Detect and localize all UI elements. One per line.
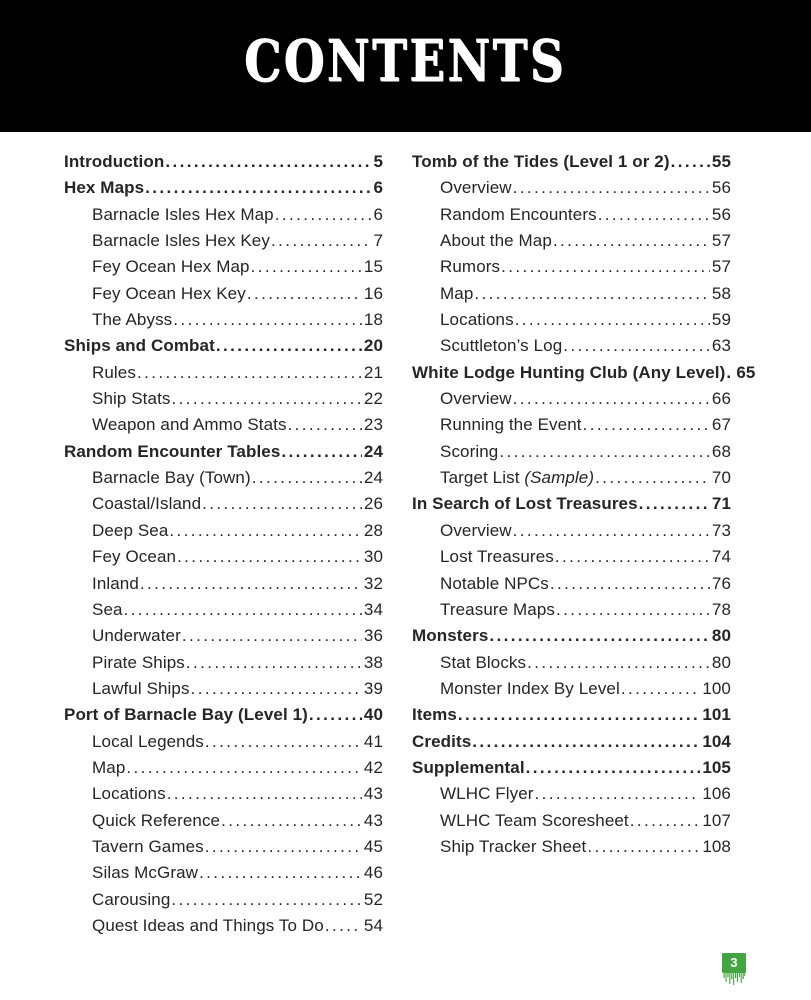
toc-entry (412, 202, 731, 228)
page-number: 3 (730, 955, 738, 970)
toc-entry-page: 59 (711, 310, 731, 330)
toc-entry-page: 43 (363, 784, 383, 804)
toc-entry-label: Random Encounters (440, 204, 597, 224)
toc-entry (64, 491, 383, 517)
toc-leader-dots (199, 860, 362, 886)
toc-entry-page: 80 (711, 626, 731, 646)
toc-entry-page: 80 (711, 652, 731, 672)
toc-entry-label: Ships and Combat (64, 336, 215, 356)
toc-entry (64, 281, 383, 307)
toc-entry (64, 149, 383, 175)
toc-leader-dots (145, 175, 371, 201)
toc-entry-label: Silas McGraw (92, 863, 199, 883)
toc-entry-label: Treasure Maps (440, 599, 555, 619)
toc-leader-dots (535, 781, 701, 807)
toc-entry-label: Stat Blocks (440, 652, 527, 672)
toc-leader-dots (526, 755, 701, 781)
toc-entry-page: 76 (711, 573, 731, 593)
toc-leader-dots (126, 755, 362, 781)
toc-entry-page: 40 (363, 705, 383, 725)
toc-leader-dots (137, 360, 362, 386)
toc-leader-dots (171, 887, 362, 913)
toc-entry-page: 54 (363, 915, 383, 935)
toc-entry (64, 412, 383, 438)
toc-leader-dots (271, 228, 371, 254)
toc-leader-dots (172, 386, 362, 412)
toc-entry (412, 571, 731, 597)
toc-leader-dots (191, 676, 362, 702)
toc-entry-page: 24 (363, 441, 383, 461)
toc-entry-page: 52 (363, 889, 383, 909)
toc-entry-page: 66 (711, 389, 731, 409)
toc-entry-page: 18 (363, 310, 383, 330)
toc-column-right (412, 149, 756, 939)
toc-entry-label: Random Encounter Tables (64, 441, 281, 461)
toc-entry-label: White Lodge Hunting Club (Any Level) (412, 362, 726, 382)
toc-entry (412, 702, 731, 728)
toc-entry (412, 254, 731, 280)
toc-leader-dots (124, 597, 362, 623)
toc-entry-page: 30 (363, 547, 383, 567)
table-of-contents (0, 132, 811, 939)
toc-entry (64, 307, 383, 333)
toc-entry (64, 729, 383, 755)
toc-leader-dots (499, 439, 710, 465)
toc-leader-dots (489, 623, 710, 649)
toc-entry-page: 32 (363, 573, 383, 593)
toc-leader-dots (513, 386, 710, 412)
toc-entry-label: Fey Ocean Hex Key (92, 283, 246, 303)
toc-leader-dots (501, 254, 710, 280)
toc-leader-dots (252, 465, 362, 491)
toc-leader-dots (169, 518, 361, 544)
toc-entry (64, 386, 383, 412)
toc-entry (412, 360, 756, 386)
toc-leader-dots (598, 202, 710, 228)
toc-entry-label: Map (92, 757, 126, 777)
toc-entry-label: Fey Ocean (92, 547, 177, 567)
toc-leader-dots (472, 729, 700, 755)
toc-entry-label: Hex Maps (64, 178, 145, 198)
toc-leader-dots (583, 412, 710, 438)
toc-leader-dots (550, 571, 710, 597)
toc-entry (412, 729, 731, 755)
toc-entry (412, 228, 731, 254)
toc-entry-page: 23 (363, 415, 383, 435)
toc-leader-dots (202, 491, 362, 517)
toc-entry-label: Pirate Ships (92, 652, 185, 672)
toc-entry-label-italic: (Sample) (524, 468, 595, 488)
toc-entry-page: 73 (711, 520, 731, 540)
toc-entry-label: Rumors (440, 257, 501, 277)
toc-entry-label: Lawful Ships (92, 678, 190, 698)
toc-entry (64, 834, 383, 860)
toc-entry (64, 571, 383, 597)
toc-entry-label: Notable NPCs (440, 573, 549, 593)
toc-entry-label: Sea (92, 599, 123, 619)
toc-entry-page: 38 (363, 652, 383, 672)
toc-entry-label: Rules (92, 362, 136, 382)
toc-entry (412, 175, 731, 201)
toc-entry-label: Credits (412, 731, 472, 751)
page-number-badge (722, 953, 746, 987)
toc-entry-page: 15 (363, 257, 383, 277)
toc-entry-page: 107 (702, 810, 731, 830)
toc-entry-label: Tomb of the Tides (Level 1 or 2) (412, 152, 670, 171)
toc-entry-label: Local Legends (92, 731, 204, 751)
toc-entry-label: Deep Sea (92, 520, 169, 540)
toc-entry-page: 57 (711, 257, 731, 277)
toc-entry-label: Ship Tracker Sheet (440, 836, 587, 856)
toc-entry (64, 518, 383, 544)
toc-entry (64, 597, 383, 623)
toc-entry-page: 67 (711, 415, 731, 435)
toc-entry (412, 518, 731, 544)
toc-leader-dots (595, 465, 710, 491)
toc-entry (412, 439, 731, 465)
contents-banner (0, 0, 811, 132)
toc-entry-label: Supplemental (412, 757, 525, 777)
toc-entry-page: 7 (373, 231, 383, 251)
toc-entry-page: 34 (363, 599, 383, 619)
toc-entry-label: Overview (440, 520, 512, 540)
toc-entry-label: Scoring (440, 441, 499, 461)
toc-entry-page: 45 (363, 836, 383, 856)
toc-entry-label: Ship Stats (92, 389, 171, 409)
toc-entry-label: Locations (92, 784, 166, 804)
toc-entry-label: Overview (440, 178, 512, 198)
toc-leader-dots (513, 175, 710, 201)
toc-leader-dots (555, 544, 710, 570)
toc-entry-label: Port of Barnacle Bay (Level 1) (64, 705, 308, 725)
toc-entry-label: Inland (92, 573, 139, 593)
toc-entry (64, 544, 383, 570)
toc-entry-page: 104 (702, 731, 731, 751)
toc-leader-dots (275, 202, 372, 228)
toc-leader-dots (173, 307, 362, 333)
toc-entry-page: 43 (363, 810, 383, 830)
toc-entry-page: 46 (363, 863, 383, 883)
toc-entry-label: Quick Reference (92, 810, 221, 830)
toc-entry (64, 781, 383, 807)
toc-entry (412, 544, 731, 570)
toc-leader-dots (515, 307, 710, 333)
toc-entry-label: About the Map (440, 231, 552, 251)
toc-leader-dots (621, 676, 700, 702)
toc-entry-page: 106 (702, 784, 731, 804)
toc-entry (412, 333, 731, 359)
toc-entry (412, 650, 731, 676)
toc-leader-dots (309, 702, 362, 728)
toc-entry-label: Barnacle Bay (Town) (92, 468, 251, 488)
toc-entry-page: 24 (363, 468, 383, 488)
toc-entry (412, 412, 731, 438)
toc-entry-label: Coastal/Island (92, 494, 202, 514)
toc-entry-page: 105 (702, 757, 731, 777)
toc-leader-dots (247, 281, 362, 307)
toc-entry-label: Introduction (64, 152, 165, 171)
toc-entry-page: 63 (711, 336, 731, 356)
toc-entry-page: 16 (363, 283, 383, 303)
toc-entry-label: Underwater (92, 626, 181, 646)
toc-entry (412, 676, 731, 702)
toc-leader-dots (630, 808, 701, 834)
toc-leader-dots (458, 702, 700, 728)
toc-entry-page: 68 (711, 441, 731, 461)
toc-entry (64, 702, 383, 728)
toc-entry-page: 36 (363, 626, 383, 646)
toc-entry-page: 21 (363, 362, 383, 382)
toc-entry-page: 20 (363, 336, 383, 356)
toc-entry-label: Running the Event (440, 415, 582, 435)
toc-entry (64, 808, 383, 834)
toc-leader-dots (527, 650, 710, 676)
toc-leader-dots (186, 650, 362, 676)
toc-entry (64, 360, 383, 386)
toc-leader-dots (281, 439, 361, 465)
toc-entry (412, 491, 731, 517)
toc-entry-label: Carousing (92, 889, 171, 909)
toc-entry-label: Scuttleton’s Log (440, 336, 563, 356)
toc-entry-page: 65 (736, 362, 756, 382)
toc-entry (64, 333, 383, 359)
toc-entry-page: 56 (711, 204, 731, 224)
toc-entry-label: Items (412, 705, 457, 725)
toc-leader-dots (513, 518, 710, 544)
toc-entry-page: 57 (711, 231, 731, 251)
toc-entry-page: 28 (363, 520, 383, 540)
toc-entry (412, 149, 731, 175)
toc-entry (412, 281, 731, 307)
toc-entry (64, 676, 383, 702)
toc-entry-page: 41 (363, 731, 383, 751)
toc-entry (412, 597, 731, 623)
toc-entry-label: In Search of Lost Treasures (412, 494, 638, 514)
toc-entry-label: Map (440, 283, 474, 303)
toc-entry (64, 465, 383, 491)
toc-entry-label: Monster Index By Level (440, 678, 620, 698)
toc-entry-page: 22 (363, 389, 383, 409)
toc-entry (412, 755, 731, 781)
toc-entry-page: 26 (363, 494, 383, 514)
toc-entry (64, 650, 383, 676)
toc-leader-dots (553, 228, 710, 254)
toc-entry-page: 71 (711, 494, 731, 514)
toc-entry-page: 6 (373, 204, 383, 224)
toc-column-left (64, 149, 383, 939)
toc-entry-page: 108 (702, 836, 731, 856)
toc-leader-dots (288, 412, 362, 438)
toc-leader-dots (182, 623, 362, 649)
toc-leader-dots (140, 571, 362, 597)
toc-leader-dots (167, 781, 362, 807)
toc-leader-dots (251, 254, 362, 280)
toc-entry (64, 254, 383, 280)
toc-entry-page: 55 (711, 152, 731, 171)
toc-leader-dots (216, 333, 362, 359)
toc-leader-dots (671, 149, 710, 175)
toc-entry (412, 307, 731, 333)
toc-entry-label: Locations (440, 310, 514, 330)
toc-leader-dots (205, 729, 362, 755)
toc-entry (64, 175, 383, 201)
toc-leader-dots (556, 597, 710, 623)
toc-leader-dots (726, 360, 734, 386)
toc-entry (64, 860, 383, 886)
toc-entry-label: Weapon and Ammo Stats (92, 415, 287, 435)
toc-entry-page: 6 (373, 178, 383, 198)
toc-leader-dots (325, 913, 362, 939)
toc-entry (412, 781, 731, 807)
toc-entry (64, 755, 383, 781)
toc-entry-page: 39 (363, 678, 383, 698)
toc-entry-page: 56 (711, 178, 731, 198)
toc-leader-dots (639, 491, 710, 517)
toc-entry-label: WLHC Team Scoresheet (440, 810, 629, 830)
toc-entry (412, 623, 731, 649)
toc-entry-label: WLHC Flyer (440, 784, 534, 804)
toc-entry-page: 101 (702, 705, 731, 725)
toc-leader-dots (563, 333, 710, 359)
toc-entry-label: Lost Treasures (440, 547, 554, 567)
toc-entry-page: 100 (702, 678, 731, 698)
toc-entry (412, 808, 731, 834)
toc-leader-dots (205, 834, 362, 860)
toc-entry-page: 70 (711, 468, 731, 488)
toc-entry-page: 58 (711, 283, 731, 303)
toc-entry (412, 465, 731, 491)
toc-entry-label: Target List (Sample) (440, 468, 595, 488)
toc-entry (64, 202, 383, 228)
toc-entry-page: 78 (711, 599, 731, 619)
toc-entry-label: Overview (440, 389, 512, 409)
toc-leader-dots (221, 808, 362, 834)
toc-leader-dots (165, 149, 371, 175)
toc-entry-label: Quest Ideas and Things To Do (92, 915, 324, 935)
toc-leader-dots (474, 281, 710, 307)
toc-leader-dots (587, 834, 700, 860)
toc-entry (412, 386, 731, 412)
toc-entry-label: The Abyss (92, 310, 173, 330)
page-title: CONTENTS (244, 27, 567, 95)
toc-entry (412, 834, 731, 860)
toc-entry-page: 5 (373, 152, 383, 171)
toc-entry-label: Barnacle Isles Hex Map (92, 204, 274, 224)
toc-entry (64, 913, 383, 939)
toc-entry-label: Monsters (412, 626, 489, 646)
toc-entry-page: 42 (363, 757, 383, 777)
toc-entry-label: Fey Ocean Hex Map (92, 257, 250, 277)
toc-entry (64, 887, 383, 913)
toc-entry-label: Tavern Games (92, 836, 204, 856)
toc-entry (64, 439, 383, 465)
toc-entry (64, 623, 383, 649)
toc-entry-label: Barnacle Isles Hex Key (92, 231, 270, 251)
toc-leader-dots (177, 544, 362, 570)
toc-entry-page: 74 (711, 547, 731, 567)
toc-entry (64, 228, 383, 254)
